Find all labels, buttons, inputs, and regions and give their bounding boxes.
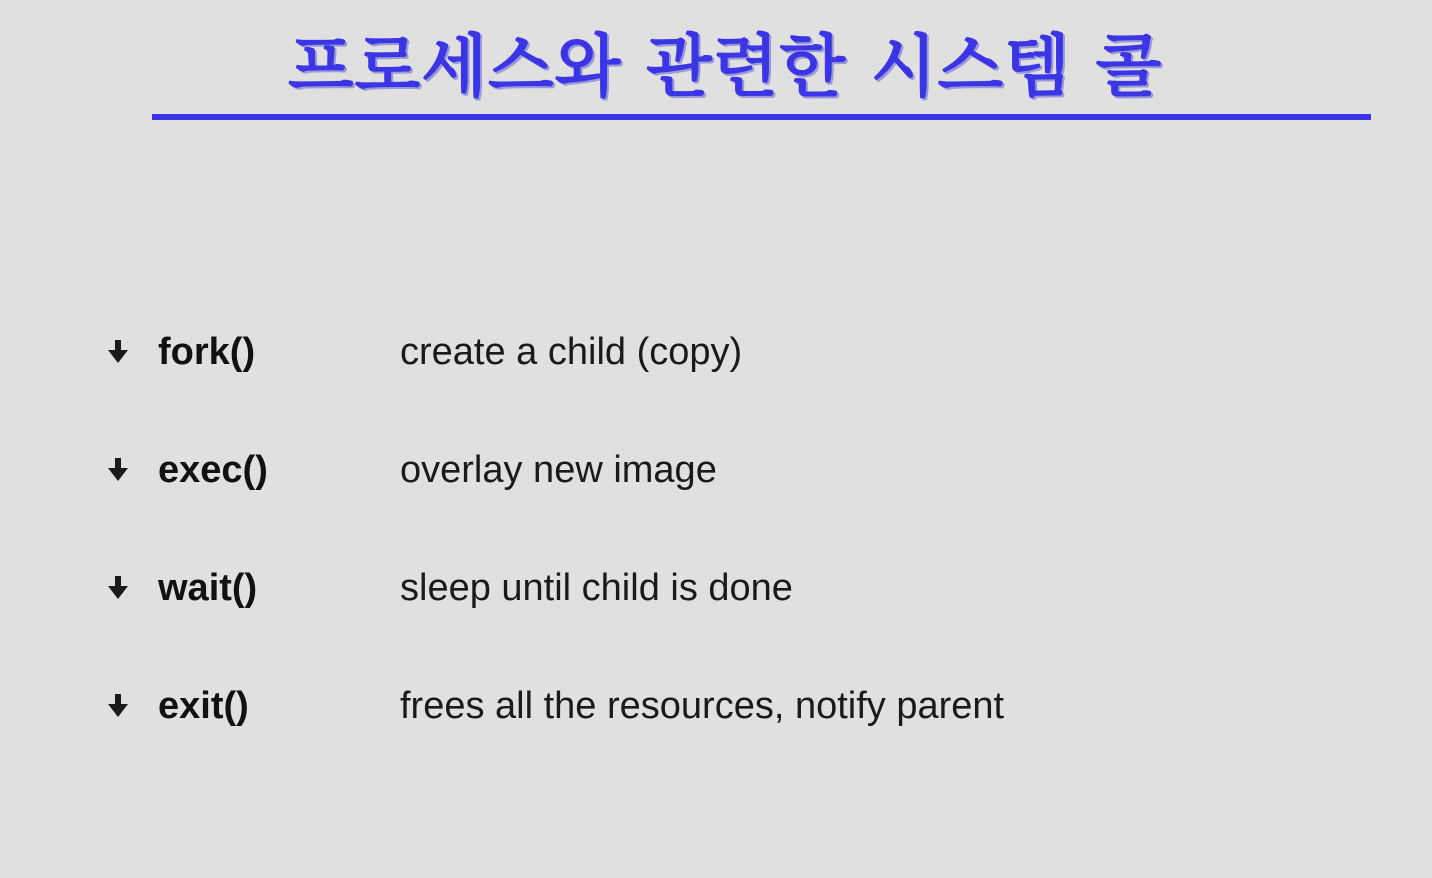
list-item-fork [100, 322, 1300, 382]
list-item-exit [100, 676, 1300, 736]
slide-title: 프로세스와 관련한 시스템 콜 [287, 28, 1163, 107]
list-item-wait [100, 558, 1300, 618]
list-item-exec [100, 440, 1300, 500]
syscall-name: exit() [158, 685, 249, 727]
syscall-description: create a child (copy) [400, 331, 743, 373]
syscall-description: overlay new image [400, 449, 717, 491]
arrow-bullet-icon [104, 336, 132, 366]
syscall-name: wait() [158, 567, 258, 609]
syscall-description: sleep until child is done [400, 567, 793, 609]
arrow-bullet-icon [104, 454, 132, 484]
arrow-bullet-icon [104, 690, 132, 720]
arrow-bullet-icon [104, 572, 132, 602]
syscall-name: exec() [158, 449, 268, 491]
syscall-description: frees all the resources, notify parent [400, 685, 1005, 727]
syscall-name: fork() [158, 331, 256, 373]
